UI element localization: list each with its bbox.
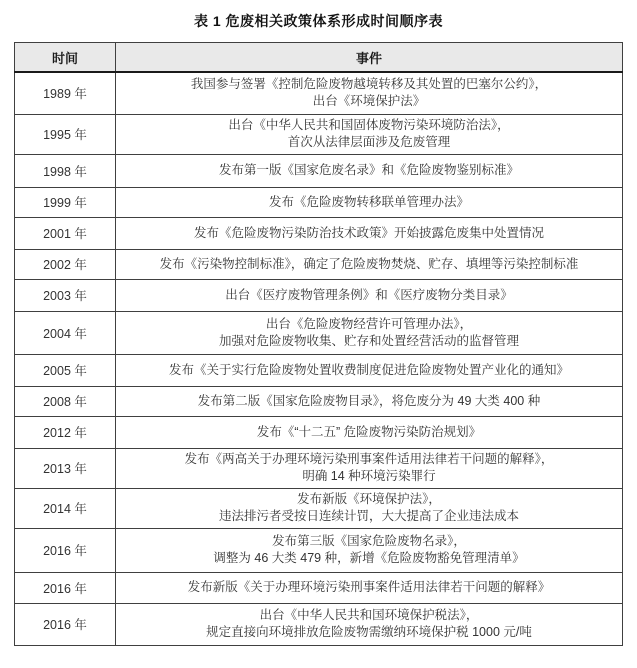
event-cell <box>116 386 623 416</box>
table-row <box>15 488 623 528</box>
event-line: 发布第三版《国家危险废物名录》， <box>272 534 466 548</box>
event-line: 出台《中华人民共和国环境保护税法》， <box>259 608 479 622</box>
table-row <box>15 114 623 154</box>
table-row <box>15 448 623 488</box>
event-line: 出台《危险废物经营许可管理办法》， <box>265 316 473 331</box>
event-line: 发布新版《环境保护法》， <box>297 492 441 506</box>
event-line: 调整为 46 大类 479 种，新增《危险废物豁免管理清单》 <box>213 551 525 565</box>
table-row <box>15 311 623 354</box>
table-row <box>15 354 623 386</box>
table-row <box>15 386 623 416</box>
event-cell <box>116 572 623 603</box>
year-cell: 2001 年 <box>15 217 116 249</box>
event-line: 加强对危险废物收集、贮存和处置经营活动的监督管理 <box>218 333 519 348</box>
table-row <box>15 416 623 448</box>
event-line: 出台《医疗废物管理条例》和《医疗废物分类目录》 <box>225 287 513 302</box>
event-cell <box>116 354 623 386</box>
year-cell: 1999 年 <box>15 187 116 217</box>
year-cell: 2003 年 <box>15 279 116 311</box>
event-line: 发布《污染物控制标准》，确定了危险废物焚烧、贮存、填埋等污染控制标准 <box>159 256 579 271</box>
table-row <box>15 154 623 187</box>
event-line: 发布第二版《国家危险废物目录》，将危废分为 49 大类 400 种 <box>197 393 541 408</box>
event-cell <box>116 72 623 114</box>
table-row <box>15 187 623 217</box>
event-line: 违法排污者受按日连续计罚，大大提高了企业违法成本 <box>218 509 519 523</box>
year-cell: 2005 年 <box>15 354 116 386</box>
event-cell <box>116 528 623 572</box>
table-row <box>15 603 623 645</box>
table-row <box>15 279 623 311</box>
page <box>0 11 637 668</box>
event-cell <box>116 279 623 311</box>
year-cell: 2013 年 <box>15 448 116 488</box>
year-cell: 2012 年 <box>15 416 116 448</box>
table-title: 表 1 危废相关政策体系形成时间顺序表 <box>193 13 444 29</box>
event-cell <box>116 114 623 154</box>
table-row <box>15 249 623 279</box>
event-cell <box>116 311 623 354</box>
event-cell <box>116 217 623 249</box>
event-line: 发布《关于实行危险废物处置收费制度促进危险废物处置产业化的通知》 <box>168 362 569 377</box>
event-cell <box>116 488 623 528</box>
event-cell <box>116 154 623 187</box>
event-cell <box>116 416 623 448</box>
year-cell: 2008 年 <box>15 386 116 416</box>
year-cell: 2004 年 <box>15 311 116 354</box>
header-time: 时间 <box>15 43 116 73</box>
event-line: 发布《两高关于办理环境污染刑事案件适用法律若干问题的解释》， <box>184 452 554 466</box>
event-line: 出台《环境保护法》 <box>312 94 426 109</box>
event-line: 发布《“十二五” 危险废物污染防治规划》 <box>256 424 482 439</box>
table-row <box>15 528 623 572</box>
year-cell: 2002 年 <box>15 249 116 279</box>
year-cell: 1998 年 <box>15 154 116 187</box>
event-line: 发布《危险废物转移联单管理办法》 <box>268 194 469 209</box>
event-cell <box>116 187 623 217</box>
event-line: 出台《中华人民共和国固体废物污染环境防治法》， <box>228 118 510 132</box>
event-line: 发布《危险废物污染防治技术政策》开始披露危废集中处置情况 <box>193 225 544 240</box>
year-cell: 2014 年 <box>15 488 116 528</box>
table-row <box>15 72 623 114</box>
event-cell <box>116 448 623 488</box>
year-cell: 1989 年 <box>15 72 116 114</box>
event-line: 首次从法律层面涉及危废管理 <box>287 135 451 149</box>
event-line: 明确 14 种环境污染罪行 <box>302 469 436 483</box>
event-line: 发布第一版《国家危废名录》和《危险废物鉴别标准》 <box>218 163 519 177</box>
policy-timeline-table <box>14 42 623 646</box>
event-cell <box>116 249 623 279</box>
event-line: 我国参与签署《控制危险废物越境转移及其处置的巴塞尔公约》， <box>190 77 548 92</box>
year-cell: 1995 年 <box>15 114 116 154</box>
header-event: 事件 <box>116 43 623 73</box>
table-header-row <box>15 43 623 73</box>
table-row <box>15 217 623 249</box>
event-line: 发布新版《关于办理环境污染刑事案件适用法律若干问题的解释》 <box>187 580 551 594</box>
table-row <box>15 572 623 603</box>
year-cell: 2016 年 <box>15 572 116 603</box>
year-cell: 2016 年 <box>15 603 116 645</box>
event-line: 规定直接向环境排放危险废物需缴纳环境保护税 1000 元/吨 <box>206 625 532 639</box>
event-cell <box>116 603 623 645</box>
year-cell: 2016 年 <box>15 528 116 572</box>
